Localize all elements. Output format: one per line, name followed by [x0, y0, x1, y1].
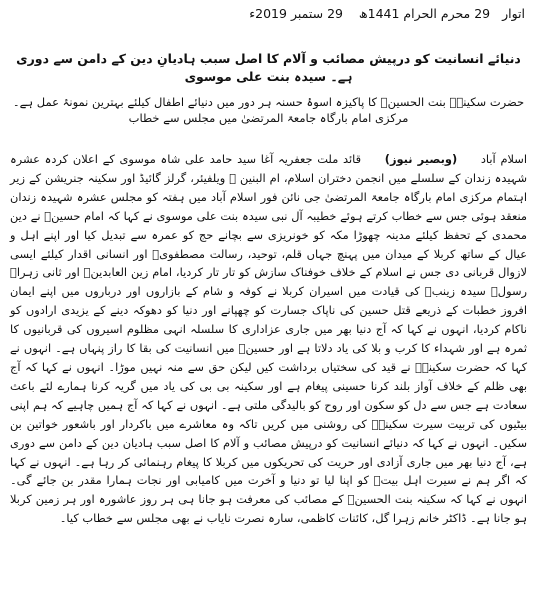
article-body	[10, 150, 527, 528]
news-agency: (وبصیر نیوز)	[384, 152, 458, 166]
article-dateline-city: اسلام آباد	[480, 152, 528, 166]
dateline-gregorian: 29 ستمبر 2019ء	[249, 6, 343, 21]
article-text: قائد ملت جعفریہ آغا سید حامد علی شاہ موسوی کے اعلان کردہ عشرہ شہیدہ زندان کے سلسلے میں انجمن دختران اسلام، ام البنین ؑ ویلفیئر، گرلز گائیڈ اور سکینہ جنریشن کے زیر اہتمام مرکزی امام بارگاہ جامعۃ المرتضیٰ جی نائن فور اسلام آباد میں ہفتہ کو مجلس عشرہ شہیدہ زندان منعقد ہوئی جس سے خطاب کرتے ہوئے خطیبہ آل نبی سیدہ بنت علی موسوی نے کہا کہ امام حسینؑ نے دین محمدی کے تحفظ کیلئے مدینہ چھوڑا مکہ کو خونریزی سے بچانے حج کو عمرہ سے تبدیل کیا اور اپنے اہل و عیال کے ساتھ کربلا کے میدان میں پہنچ جہاں قلم، توحید، رسالت مصطفویؐ اور انسانی اقدار کیلئے ایسی لازوال قربانی دی جس نے اسلام کے خلاف خوفناک سازش کو تار تار کردیا، امام زین العابدینؑ اور ثانی زہراؑ رسولؐ سیدہ زینبؑ کی قیادت میں اسیران کربلا نے کوفہ و شام کے بازاروں اور درباروں میں اپنے ایمان افروز خطبات کے ذریعے قتل حسین کی ناپاک جسارت کو چھپانے اور دنیا کو دھوکہ دینے کے یزیدی ارادوں کو ناکام کردیا، انہوں نے کہا کہ آج دنیا بھر میں جاری عزاداری کا سلسلہ انہی مظلوم اسیروں کی قربانیوں کا ثمرہ ہے اور شہداء کا کرب و بلا کی یاد دلاتا ہے اور حسینؑ میں انسانیت کی بقا کا راز پنہاں ہے۔ انہوں نے کہا کہ حضرت سکینہؑ نے قید کی سختیاں برداشت کیں لیکن حق سے منہ نہیں موڑا۔ انہوں نے کہا کہ آج بھی ظلم کے خلاف آواز بلند کرنا حسینی پیغام ہے اور سکینہ بی بی کی یاد میں گریہ کرنا ہمارے لئے باعث سعادت ہے جس سے دل کو سکون اور روح کو بالیدگی ملتی ہے۔ انہوں نے کہا کہ آج ہمیں چاہیے کہ ہم اپنی بیٹیوں کی تربیت سیرت سکینہؑ کی روشنی میں کریں تاکہ وہ معاشرے میں باکردار اور باشعور خواتین بن سکیں۔ انہوں نے کہا کہ دنیائے انسانیت کو درپیش مصائب و آلام کا اصل سبب ہادیان دین کے دامن سے دوری ہے، آج دنیا بھر میں جاری آزادی اور حریت کی تحریکوں میں کربلا کا پیغام رہنمائی کر رہا ہے۔ انہوں نے کہا کہ اگر ہم نے سیرت اہل بیتؑ کو اپنا لیا تو دنیا و آخرت میں کامیابی اور نجات ہمارا مقدر بن جائے گی۔ انہوں نے کہا کہ سکینہ بنت الحسینؑ کے مصائب کی معرفت ہو جانا ہی ہر روز عاشورہ اور ہر زمین کربلا ہو جانا ہے۔ ڈاکٹر خانم زہرا گل، کائنات کاظمی، سارہ نصرت نایاب نے بھی مجلس سے خطاب کیا۔	[10, 152, 527, 526]
headline: دنیائے انسانیت کو درپیش مصائب و آلام کا اصل سبب ہادیانِ دین کے دامن سے دوری ہے۔ سیدہ بنت علی موسوی	[16, 51, 521, 84]
subheadline: حضرت سکینہؑ بنت الحسینؑ کا پاکیزہ اسوۂ حسنہ ہر دور میں دنیائے اطفال کیلئے بہترین نمونۂ عمل ہے۔ مرکزی امام بارگاہ جامعۃ المرتضیٰ میں مجلس سے خطاب	[12, 95, 525, 125]
dateline-hijri: 29 محرم الحرام 1441ھ	[358, 6, 491, 21]
dateline-day: اتوار	[502, 6, 525, 21]
top-spacer	[10, 24, 527, 50]
dateline	[10, 6, 527, 24]
